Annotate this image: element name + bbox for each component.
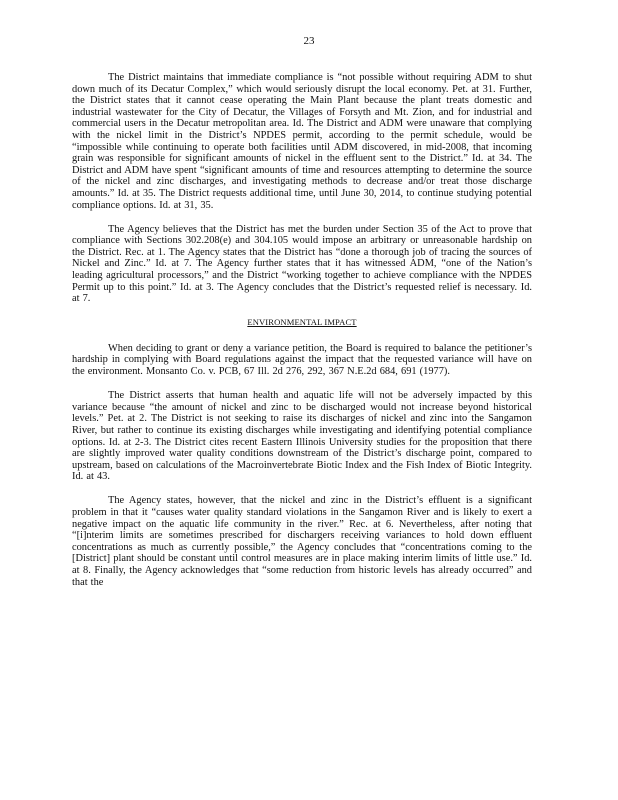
page-number: 23 bbox=[303, 35, 315, 47]
paragraph-district-compliance: The District maintains that immediate compliance is “not possible without requiring ADM to shut down much of its Decatur Complex,” which would seriously disrupt the local economy. Pet. at 31. Further, the District states that it cannot cease operating the Main Plant because the plant treats domestic and industrial wastewater for the City of Decatur, the Villages of Forsyth and Mt. Zion, and for industrial and commercial users in the Decatur metropolitan area. Id. The District and ADM were unaware that complying with the nickel limit in the District’s NPDES permit, according to the permit schedule, would be “impossible while continuing to operate both facilities until ADM discovered, in mid-2008, that incoming grain was responsible for significant amounts of nickel in the effluent sent to the District.” Id. at 34. The District and ADM have spent “significant amounts of time and resources attempting to determine the source of the nickel and zinc discharges, and investigating methods to decrease and/or treat those discharge amounts.” Id. at 35. The District requests additional time, until June 30, 2014, to continue studying potential compliance options. Id. at 31, 35. bbox=[72, 72, 532, 211]
paragraph-board-balance: When deciding to grant or deny a variance petition, the Board is required to balance the petitioner’s hardship in complying with Board regulations against the impact that the requested variance will have on the environment. Monsanto Co. v. PCB, 67 Ill. 2d 276, 292, 367 N.E.2d 684, 691 (1977). bbox=[72, 342, 532, 378]
document-body bbox=[72, 72, 532, 601]
paragraph-agency-beliefs: The Agency believes that the District has met the burden under Section 35 of the Act to prove that compliance with Sections 302.208(e) and 304.105 would impose an arbitrary or unreasonable hardship on the District. Rec. at 1. The Agency states that the District has “done a thorough job of tracing the sources of Nickel and Zinc.” Id. at 7. The Agency further states that it has witnessed ADM, “one of the Nation’s leading agricultural processors,” and the District “working together to achieve compliance with the NPDES Permit up to this point.” Id. at 3. The Agency concludes that the District’s requested relief is necessary. Id. at 7. bbox=[72, 223, 532, 305]
section-heading-environmental-impact: ENVIRONMENTAL IMPACT bbox=[247, 317, 357, 328]
paragraph-agency-states: The Agency states, however, that the nickel and zinc in the District’s effluent is a significant problem in that it “causes water quality standard violations in the Sangamon River and is likely to exert a negative impact on the aquatic life community in the river.” Rec. at 6. Nevertheless, after noting that “[i]nterim limits are sometimes prescribed for dischargers receiving variances to hold down effluent concentrations as much as currently possible,” the Agency concludes that “concentrations coming to the [District] plant should be constant until control measures are in place making interim limits of little use.” Id. at 8. Finally, the Agency acknowledges that “some reduction from historic levels has already occurred” and that the bbox=[72, 495, 532, 588]
paragraph-district-asserts: The District asserts that human health and aquatic life will not be adversely impacted by this variance because “the amount of nickel and zinc to be discharged would not increase beyond historical levels.” Pet. at 2. The District is not seeking to raise its discharges of nickel and zinc into the Sangamon River, but rather to continue its existing discharges while investigating and identifying potential compliance options. Id. at 2-3. The District cites recent Eastern Illinois University studies for the proposition that there are slightly improved water quality conditions downstream of the District’s discharge point, compared to upstream, based on calculations of the Macroinvertebrate Biotic Index and the Fish Index of Biotic Integrity. Id. at 43. bbox=[72, 390, 532, 483]
